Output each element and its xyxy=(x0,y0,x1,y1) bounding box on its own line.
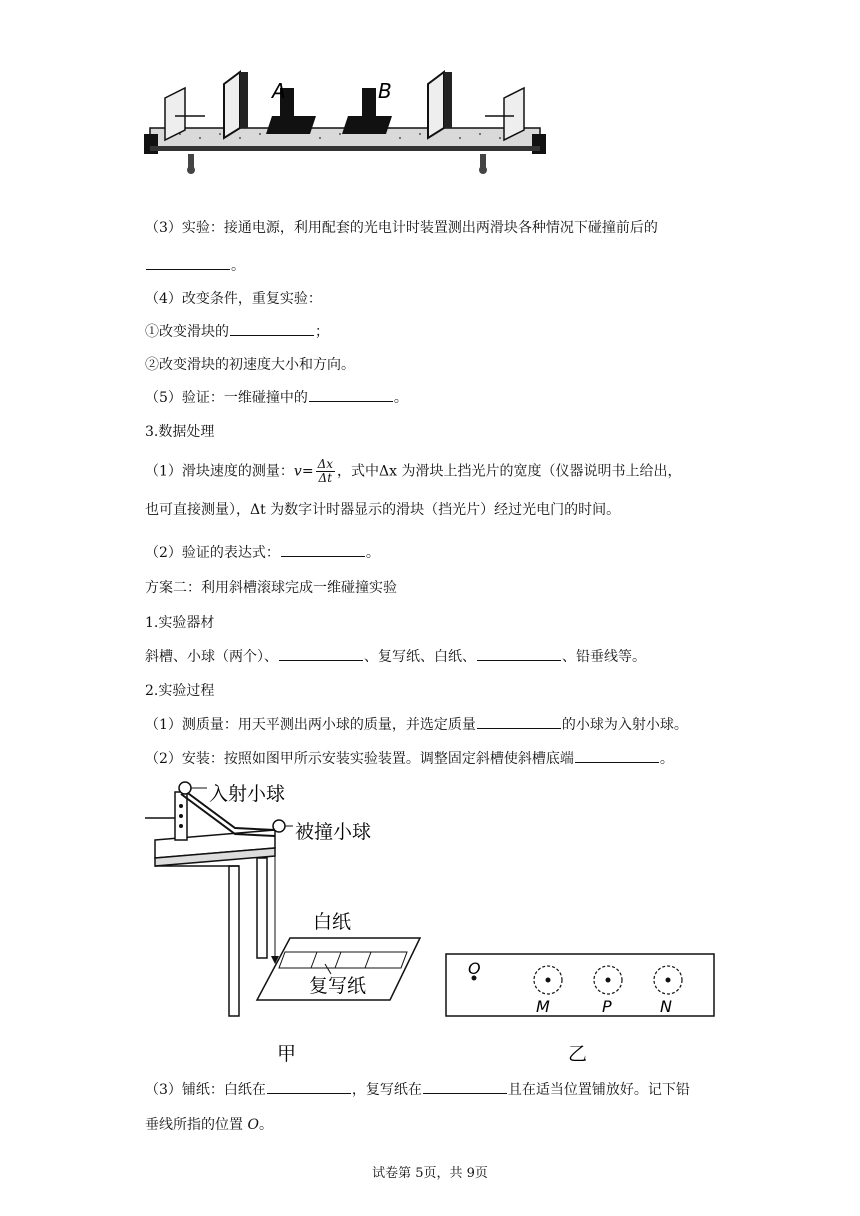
step-lay-paper-cont: 垂线所指的位置 O。 xyxy=(145,1117,273,1133)
step-install: （2）安装：按照如图甲所示安装实验装置。调整固定斜槽使斜槽底端 。 xyxy=(145,751,674,767)
velocity-formula-line: （1）滑块速度的测量：v= $\frac{\Delta x}{\Delta t}$ ，式中Δx 为滑块上挡光片的宽度（仪器说明书上给出， xyxy=(145,457,682,485)
step-lay-paper: （3）铺纸：白纸在 ，复写纸在 且在适当位置铺放好。记下铅 xyxy=(145,1082,690,1098)
caption-yi: 乙 xyxy=(568,1043,588,1065)
answer-blank[interactable] xyxy=(575,749,659,763)
section-data-processing: 3.数据处理 xyxy=(145,424,215,440)
scheme-two-heading: 方案二：利用斜槽滚球完成一维碰撞实验 xyxy=(145,580,397,596)
answer-blank[interactable] xyxy=(279,647,363,661)
equipment-heading: 1.实验器材 xyxy=(145,615,215,631)
page-footer: 试卷第 5页，共 9页 xyxy=(372,1166,488,1181)
step-4-item-1: ①改变滑块的 ； xyxy=(145,324,329,340)
answer-blank[interactable] xyxy=(477,647,561,661)
slider-a-label: A xyxy=(272,79,286,103)
white-paper-label: 白纸 xyxy=(313,911,352,933)
incident-ball-label: 入射小球 xyxy=(209,783,286,805)
answer-blank[interactable] xyxy=(309,388,393,402)
slider-b-label: B xyxy=(378,79,392,103)
carbon-paper-label: 复写纸 xyxy=(309,975,367,997)
verify-expression: （2）验证的表达式： 。 xyxy=(145,545,380,561)
step-measure-mass: （1）测质量：用天平测出两小球的质量，并选定质量 的小球为入射小球。 xyxy=(145,717,688,733)
answer-blank[interactable] xyxy=(267,1080,351,1094)
air-track-figure xyxy=(140,68,560,180)
step-4-item-2: ②改变滑块的初速度大小和方向。 xyxy=(145,357,355,373)
answer-blank[interactable] xyxy=(423,1080,507,1094)
point-p-label: P xyxy=(602,997,612,1016)
step-3-blank-line: 。 xyxy=(145,256,245,276)
equipment-list: 斜槽、小球（两个）、 、复写纸、白纸、 、铅垂线等。 xyxy=(145,649,646,665)
velocity-fraction: $\frac{\Delta x}{\Delta t}$ xyxy=(317,457,334,485)
point-o-label: O xyxy=(468,959,481,978)
velocity-explanation: 也可直接测量），Δt 为数字计时器显示的滑块（挡光片）经过光电门的时间。 xyxy=(145,502,621,518)
answer-blank[interactable] xyxy=(477,715,561,729)
process-heading: 2.实验过程 xyxy=(145,683,215,699)
step-3-experiment: （3）实验：接通电源，利用配套的光电计时装置测出两滑块各种情况下碰撞前后的 xyxy=(145,220,658,236)
target-ball-label: 被撞小球 xyxy=(295,821,372,843)
answer-blank[interactable] xyxy=(146,256,230,270)
answer-blank[interactable] xyxy=(281,543,365,557)
caption-jia: 甲 xyxy=(277,1043,297,1065)
answer-blank[interactable] xyxy=(230,322,314,336)
step-4-change-conditions: （4）改变条件，重复实验： xyxy=(145,291,322,307)
step-5-verify: （5）验证：一维碰撞中的 。 xyxy=(145,390,408,406)
landing-points-figure xyxy=(440,950,720,1068)
point-m-label: M xyxy=(536,997,550,1016)
point-n-label: N xyxy=(660,997,672,1016)
chute-apparatus-figure xyxy=(145,778,435,1068)
